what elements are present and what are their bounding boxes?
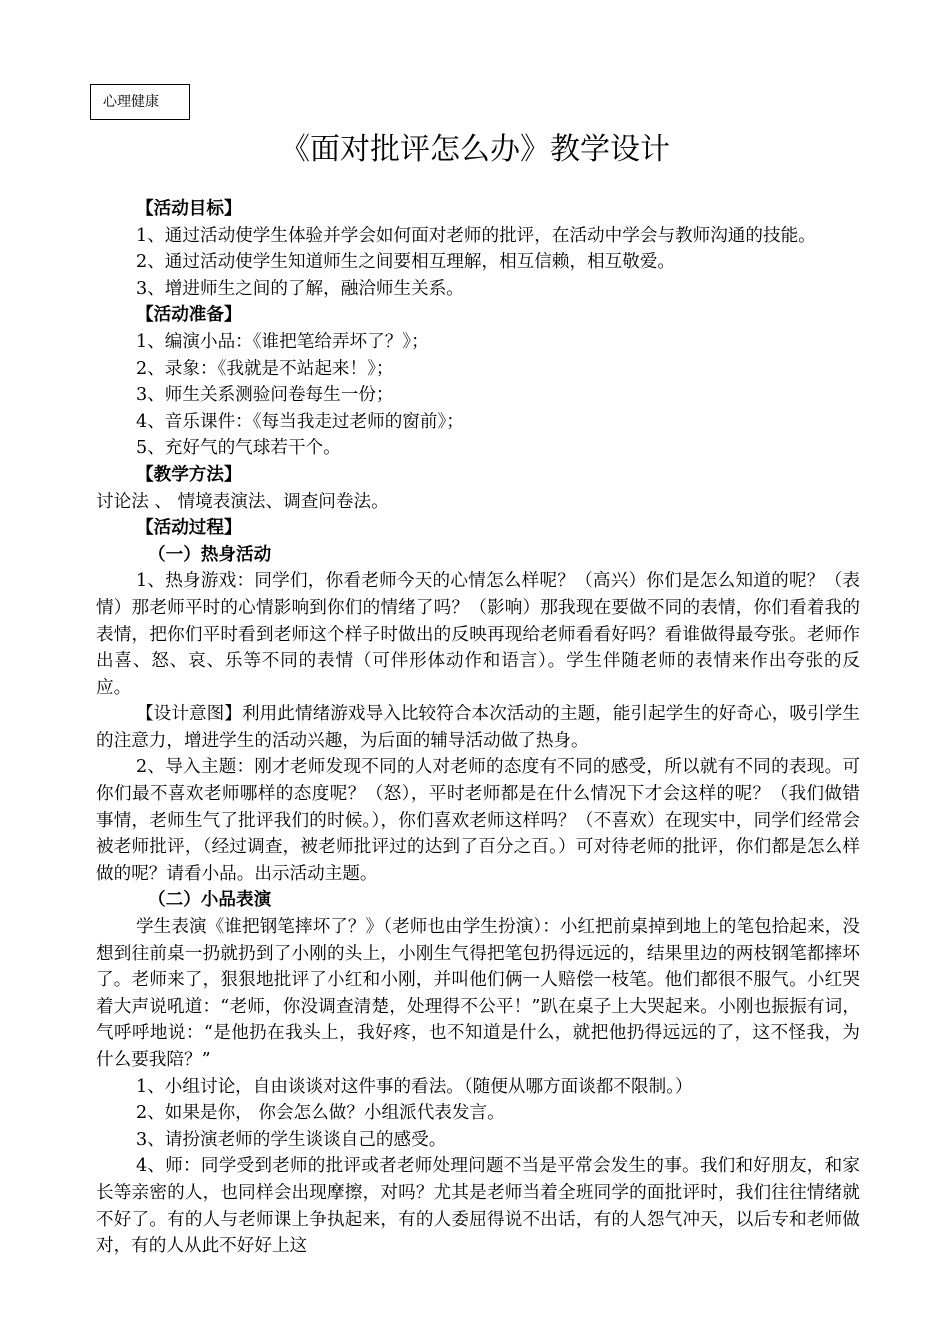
goal-item: 2、通过活动使学生知道师生之间要相互理解，相互信赖，相互敬爱。 xyxy=(136,252,676,273)
prep-item: 1、编演小品：《谁把笔给弄坏了？》； xyxy=(136,331,429,352)
paragraph: 2、如果是你， 你会怎么做？小组派代表发言。 xyxy=(136,1103,505,1124)
category-tag: 心理健康 xyxy=(90,84,190,120)
prep-item: 3、师生关系测验问卷每生一份； xyxy=(136,385,394,406)
paragraph: 3、请扮演老师的学生谈谈自己的感受。 xyxy=(136,1129,447,1150)
prep-item: 5、充好气的气球若干个。 xyxy=(136,438,341,459)
section-heading: （一）热身活动 xyxy=(148,543,272,565)
paragraph: 4、师：同学受到老师的批评或者老师处理问题不当是平常会发生的事。我们和好朋友，和家长等亲密的人，也同样会出现摩擦，对吗？尤其是老师当着全班同学的面批评时，我们往往情绪就不好了。有的人与老师课上争执起来，有的人委屈得说不出话，有的人怨气冲天，以后专和老师做对，有的人从此不好好上这 xyxy=(96,1156,860,1257)
goal-item: 1、通过活动使学生体验并学会如何面对老师的批评，在活动中学会与教师沟通的技能。 xyxy=(136,225,816,246)
prep-heading: 【活动准备】 xyxy=(136,304,242,326)
method-text: 讨论法 、 情境表演法、调查问卷法。 xyxy=(96,491,389,512)
prep-item: 4、音乐课件：《每当我走过老师的窗前》； xyxy=(136,411,464,432)
section-heading: （二）小品表演 xyxy=(148,889,272,911)
method-heading: 【教学方法】 xyxy=(136,463,242,485)
process-heading: 【活动过程】 xyxy=(136,517,242,539)
paragraph: 学生表演《谁把钢笔摔坏了？》（老师也由学生扮演）：小红把前桌掉到地上的笔包拾起来，没想到往前桌一扔就扔到了小刚的头上，小刚生气得把笔包扔得远远的，结果里边的两枝钢笔都摔坏了。老师来了，狠狠地批评了小红和小刚，并叫他们俩一人赔偿一枝笔。他们都很不服气。小红哭着大声说吼道：“老师，你没调查清楚，处理得不公平！”趴在桌子上大哭起来。小刚也振振有词，气呼呼地说：“是他扔在我头上，我好疼，也不知道是什么，就把他扔得远远的了，这不怪我，为什么要我陪？” xyxy=(96,917,860,1070)
goals-heading: 【活动目标】 xyxy=(136,198,242,219)
paragraph: 2、导入主题：刚才老师发现不同的人对老师的态度有不同的感受，所以就有不同的表现。可你们最不喜欢老师哪样的态度呢？（怒），平时老师都是在什么情况下才会这样的呢？（我们做错事情，老师生气了批评我们的时候。），你们喜欢老师这样吗？（不喜欢）在现实中，同学们经常会被老师批评，（经过调查，被老师批评过的达到了百分之百。）可对待老师的批评，你们都是怎么样做的呢？请看小品。出示活动主题。 xyxy=(96,757,860,884)
document-title: 《面对批评怎么办》教学设计 xyxy=(280,132,670,167)
goal-item: 3、增进师生之间的了解，融洽师生关系。 xyxy=(136,278,464,299)
prep-item: 2、录象：《我就是不站起来！》； xyxy=(136,358,394,379)
paragraph: 1、热身游戏：同学们，你看老师今天的心情怎么样呢？（高兴）你们是怎么知道的呢？（表情）那老师平时的心情影响到你们的情绪了吗？（影响）那我现在要做不同的表情，你们看着我的表情，把你们平时看到老师这个样子时做出的反映再现给老师看看好吗？看谁做得最夸张。老师作出喜、怒、哀、乐等不同的表情（可伴形体动作和语言）。学生伴随老师的表情来作出夸张的反应。 xyxy=(96,571,860,698)
paragraph: 1、小组讨论，自由谈谈对这件事的看法。（随便从哪方面谈都不限制。） xyxy=(136,1076,693,1097)
document-body xyxy=(96,196,860,1260)
paragraph: 【设计意图】利用此情绪游戏导入比较符合本次活动的主题，能引起学生的好奇心，吸引学生的注意力，增进学生的活动兴趣，为后面的辅导活动做了热身。 xyxy=(96,704,860,751)
